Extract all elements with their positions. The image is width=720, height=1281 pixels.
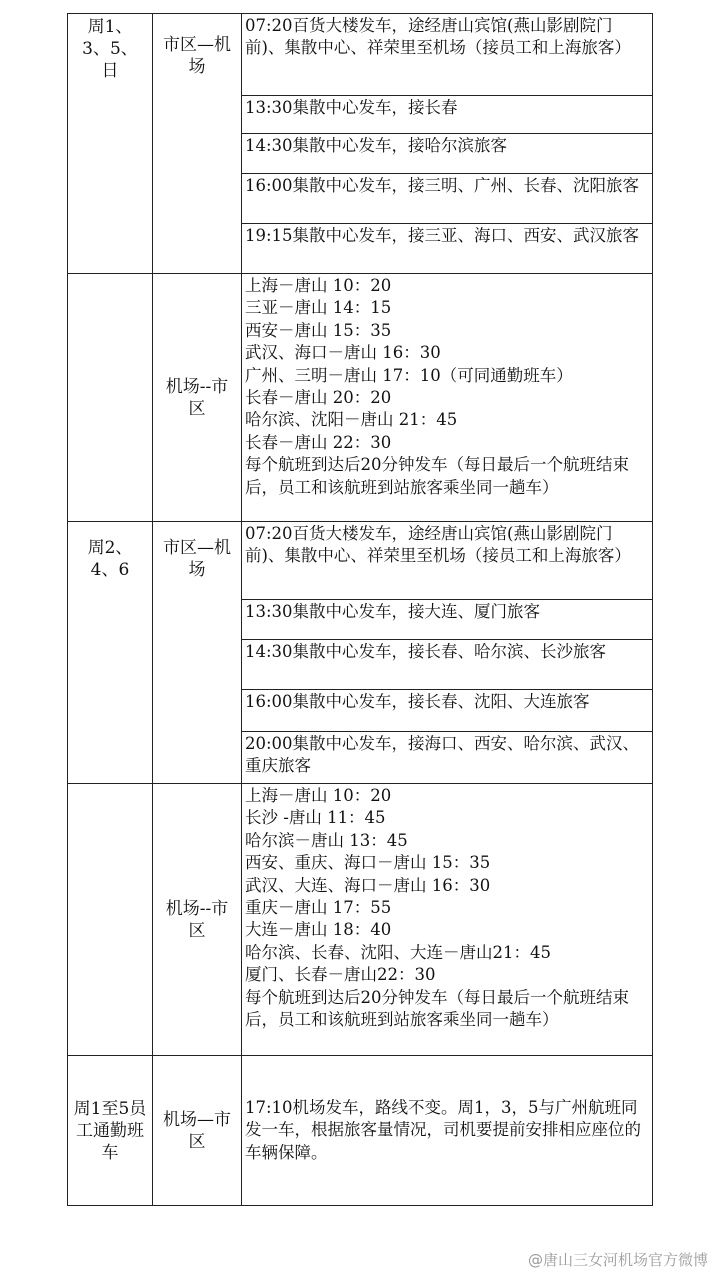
departure-text: 13:30集散中心发车，接大连、厦门旅客 [245, 602, 541, 621]
route-line: 市区—机 [163, 35, 231, 55]
route-out-cell-group2 [153, 522, 242, 784]
days-cell-empty [68, 274, 153, 522]
days-line: 周1、 [87, 17, 133, 37]
departure-cell [242, 224, 653, 274]
watermark: @唐山三女河机场官方微博 [527, 1251, 708, 1269]
arrivals-cell-group2 [242, 784, 653, 1056]
departure-cell [242, 96, 653, 134]
days-cell-empty [68, 784, 153, 1056]
arrivals-cell-group1 [242, 274, 653, 522]
arrival-item: 长春－唐山 22：30 [245, 432, 392, 452]
arrival-item: 哈尔滨、沈阳－唐山 21：45 [245, 410, 458, 430]
days-line: 工通勤班 [76, 1120, 144, 1141]
route-back-cell-group2 [153, 784, 242, 1056]
route-line: 区 [188, 1131, 206, 1152]
route-line: 机场--市 [165, 376, 229, 397]
arrival-item: 重庆－唐山 17：55 [245, 898, 392, 918]
days-line: 周1至5员 [73, 1098, 147, 1119]
route-line: 机场—市 [163, 1109, 231, 1130]
route-line: 区 [188, 398, 206, 419]
schedule-table [67, 13, 653, 1206]
arrival-note: 每个航班到达后20分钟发车（每日最后一个航班结束后，员工和该航班到站旅客乘坐同一趟车） [245, 987, 629, 1030]
departure-cell [242, 600, 653, 640]
departure-text: 16:00集散中心发车，接长春、沈阳、大连旅客 [245, 692, 590, 711]
departure-text: 13:30集散中心发车，接长春 [245, 98, 458, 117]
departure-cell [242, 14, 653, 96]
arrival-item: 哈尔滨－唐山 13：45 [245, 830, 408, 850]
commuter-detail-cell [242, 1056, 653, 1206]
route-line: 区 [188, 920, 206, 941]
arrival-note: 每个航班到达后20分钟发车（每日最后一个航班结束后，员工和该航班到站旅客乘坐同一趟车） [245, 455, 629, 497]
departure-cell [242, 690, 653, 732]
departure-text: 07:20百货大楼发车，途经唐山宾馆(燕山影剧院门前)、集散中心、祥荣里至机场（接员工和上海旅客） [245, 16, 631, 58]
days-cell-group3 [68, 1056, 153, 1206]
departure-text: 16:00集散中心发车，接三明、广州、长春、沈阳旅客 [245, 176, 640, 195]
departure-text: 14:30集散中心发车，接长春、哈尔滨、长沙旅客 [245, 642, 607, 661]
arrival-item: 长沙 -唐山 11：45 [245, 808, 386, 828]
days-line: 4、6 [90, 560, 130, 580]
arrival-item: 上海－唐山 10：20 [245, 786, 392, 805]
arrival-item: 武汉、海口－唐山 16：30 [245, 343, 441, 363]
arrival-item: 西安－唐山 15：35 [245, 320, 392, 340]
days-line: 3、5、 [82, 39, 138, 59]
table-row [68, 522, 653, 600]
arrival-item: 西安、重庆、海口－唐山 15：35 [245, 853, 491, 873]
departure-text: 20:00集散中心发车，接海口、西安、哈尔滨、武汉、重庆旅客 [245, 734, 640, 776]
arrival-item: 长春－唐山 20：20 [245, 388, 392, 408]
arrival-item: 武汉、大连、海口－唐山 16：30 [245, 875, 491, 895]
arrival-item: 三亚－唐山 14：15 [245, 298, 392, 318]
commuter-detail-text: 17:10机场发车，路线不变。周1，3，5与广州航班同发一车，根据旅客量情况，司机要提前安排相应座位的车辆保障。 [245, 1097, 641, 1162]
route-cell-group3 [153, 1056, 242, 1206]
departure-text: 19:15集散中心发车，接三亚、海口、西安、武汉旅客 [245, 226, 640, 245]
table-row [68, 784, 653, 1056]
table-row [68, 14, 653, 96]
route-line: 场 [188, 57, 206, 77]
departure-cell [242, 640, 653, 690]
departure-text: 14:30集散中心发车，接哈尔滨旅客 [245, 136, 508, 155]
route-line: 市区—机 [163, 538, 231, 558]
departure-cell [242, 522, 653, 600]
days-line: 周2、 [87, 538, 133, 558]
departure-cell [242, 174, 653, 224]
route-line: 机场--市 [165, 898, 229, 919]
arrival-item: 厦门、长春－唐山22：30 [245, 965, 436, 985]
days-cell-group2 [68, 522, 153, 784]
departure-cell [242, 732, 653, 784]
days-line: 日 [101, 61, 119, 81]
arrival-item: 广州、三明－唐山 17：10（可同通勤班车） [245, 365, 573, 385]
departure-text: 07:20百货大楼发车，途经唐山宾馆(燕山影剧院门前)、集散中心、祥荣里至机场（接员工和上海旅客） [245, 524, 631, 566]
arrival-item: 大连－唐山 18：40 [245, 920, 392, 940]
table-row [68, 1056, 653, 1206]
days-line: 车 [101, 1142, 119, 1163]
table-row [68, 274, 653, 522]
days-cell-group1 [68, 14, 153, 274]
arrival-item: 上海－唐山 10：20 [245, 276, 392, 295]
route-back-cell-group1 [153, 274, 242, 522]
arrival-item: 哈尔滨、长春、沈阳、大连－唐山21：45 [245, 942, 551, 962]
route-out-cell-group1 [153, 14, 242, 274]
departure-cell [242, 134, 653, 174]
route-line: 场 [188, 560, 206, 580]
